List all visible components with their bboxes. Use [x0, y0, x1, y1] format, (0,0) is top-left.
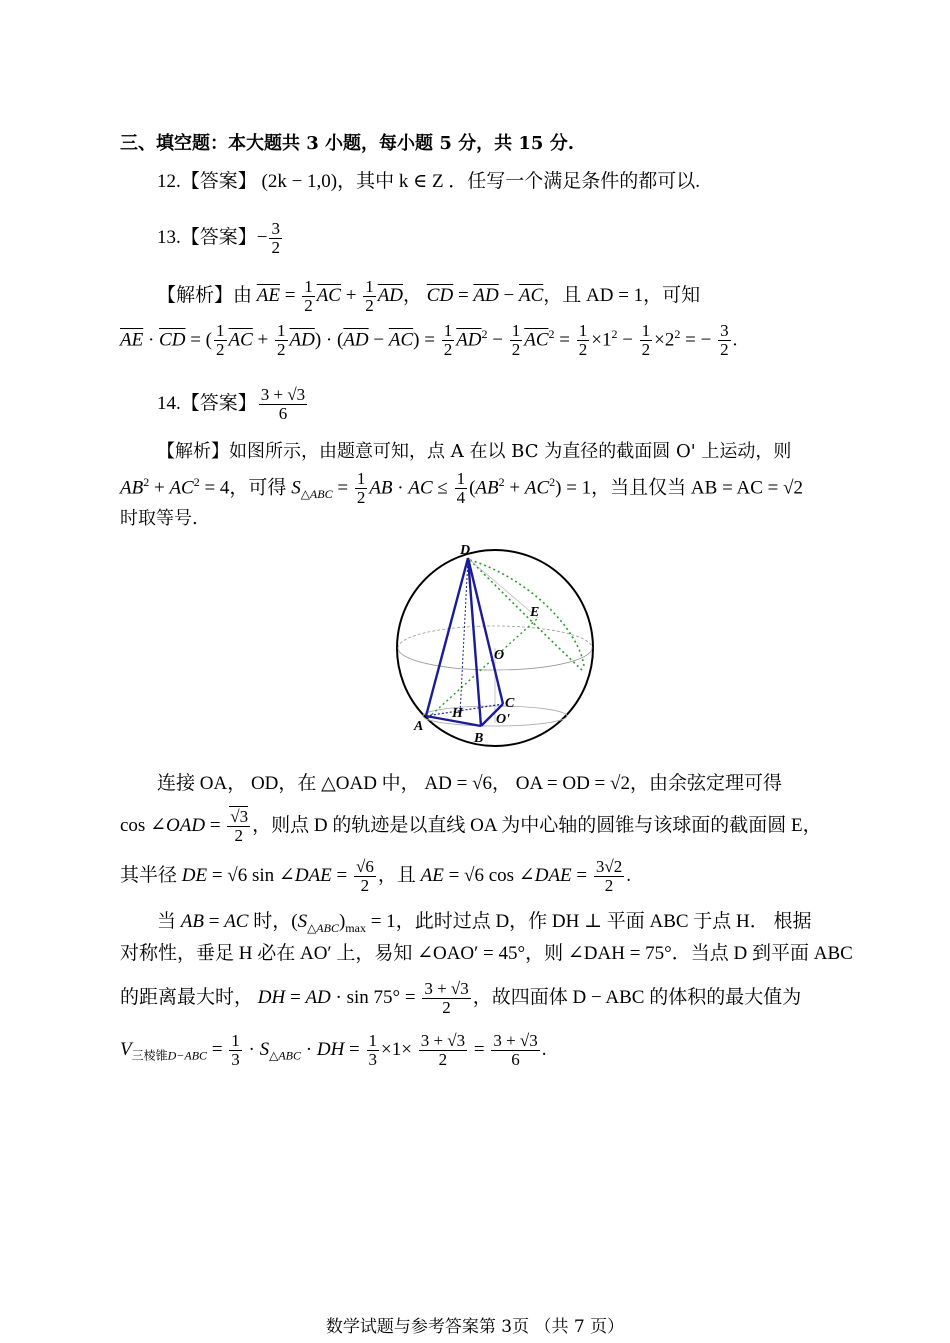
q13-label: 13.【答案】 — [157, 226, 257, 248]
equator-back — [398, 626, 592, 648]
q13-analysis-line2: $\overline{AE} \cdot \overline{CD}$ = ( $\frac{1}{2}$ $\overline{AC}$ + $\frac{1}{2}$ $\overline{AD}) \cdot (\overline{AD} - \overline{AC})$ = $\frac{1}{2}$ $\overline{AD}^2$ − $\frac{1}{2}$ $\overline{AC}^2$ = $\frac{1}{2}$ $\times 1^2$ − $\frac{1}{2}$ $\times 2^2$ = − $\frac{3}{2}$ . — [120, 321, 738, 360]
q13-sign: − — [256, 226, 268, 248]
para2-line2: cos ∠OAD = $\frac{√3}{2}$ ，则点 D 的轨迹是以直线 OA 为中心轴的圆锥与该球面的截面圆 E， — [120, 807, 822, 845]
para3-line1: 当 AB = AC 时，$(S_{\triangle ABC})_{max} = 1$，此时过点 D，作 DH ⊥ 平面 ABC 于点 H． 根据 — [157, 911, 812, 935]
circle-e-arc2 — [470, 560, 582, 670]
para3-line2: 对称性，垂足 H 必在 AO′ 上，易知 ∠OAO′ = 45°，则 ∠DAH = 75°．当点 D 到平面 ABC — [120, 943, 853, 964]
q12-answer-line — [157, 170, 700, 194]
q13-analysis-text: ，且 AD = 1，可知 — [543, 284, 701, 306]
section-heading: 三、填空题：本大题共 3 小题，每小题 5 分，共 15 分. — [120, 133, 574, 154]
para3-line3-tail: ，故四面体 D − ABC 的体积的最大值为 — [472, 986, 802, 1008]
q14-analysis-line3: 时取等号. — [120, 508, 198, 529]
q12-label: 12.【答案】 — [157, 171, 257, 192]
label-a: A — [414, 719, 424, 734]
label-e: E — [530, 605, 540, 620]
para2-line2-tail: ，则点 D 的轨迹是以直线 OA 为中心轴的圆锥与该球面的截面圆 E， — [252, 814, 822, 836]
label-c: C — [505, 696, 515, 711]
axis-oa — [428, 618, 538, 718]
q14-label: 14.【答案】 — [157, 392, 257, 414]
q13-analysis-label: 【解析】由 — [157, 284, 253, 306]
q14-line2-tail: ，当且仅当 AB = AC = √2 — [591, 477, 804, 499]
circle-e-arc1 — [470, 560, 584, 666]
q13-answer-fraction: $\frac{3}{2}$ — [271, 219, 280, 257]
q13-answer-line — [157, 220, 284, 257]
para3-line4: $V_{三棱锥D-ABC}$ = $\frac{1}{3}$ · $S_{\triangle ABC}$ · DH = $\frac{1}{3}$ ×1× $\frac{3 + √3}{2}$ = $\frac{3 + √3}{6}$ . — [120, 1031, 547, 1069]
q14-answer-fraction: $\frac{3 + √3}{6}$ — [260, 385, 306, 423]
label-d: D — [460, 543, 471, 558]
para2-line3-head: 其半径 — [120, 864, 178, 886]
q14-answer-line — [157, 386, 309, 423]
q12-tail: ，其中 k ∈ Z ．任写一个满足条件的都可以. — [337, 171, 701, 192]
para3-line3-head: 的距离最大时， — [120, 986, 254, 1008]
q12-answer: (2k − 1,0) — [261, 171, 338, 192]
para3-line1-tail: ，此时过点 D，作 DH ⊥ 平面 ABC 于点 H． 根据 — [395, 911, 812, 932]
para2-line3-mid: ，且 — [377, 864, 416, 886]
page-footer: 数学试题与参考答案第 3页 （共 7 页） — [325, 1317, 625, 1337]
edge-da — [426, 558, 468, 716]
sphere-tetrahedron-figure — [388, 538, 608, 750]
label-o: O — [494, 648, 505, 663]
label-b: B — [474, 731, 484, 746]
para3-line3: 的距离最大时， DH = AD · sin 75° = $\frac{3 + √3}{2}$ ，故四面体 D − ABC 的体积的最大值为 — [120, 979, 802, 1017]
q13-analysis-line1: 【解析】由 $\overline{AE}$ = $\frac{1}{2}$ $\overline{AC}$ + $\frac{1}{2}$ $\overline{AD}$， $\overline{CD} = \overline{AD} - \overline{AC}$，且 AD = 1，可知 — [157, 277, 701, 315]
para2-line1: 连接 OA， OD，在 △OAD 中， AD = √6， OA = OD = √2，由余弦定理可得 — [157, 773, 782, 794]
q14-analysis-line1: 【解析】如图所示，由题意可知，点 A 在以 BC 为直径的截面圆 O' 上运动，则 — [157, 441, 792, 462]
q14-analysis-line2: $AB^2 + AC^2 = 4$，可得 $S_{\triangle ABC}$ = $\frac{1}{2}$ AB · AC ≤ $\frac{1}{4}$ $(AB^2 + AC^2) = 1$，当且仅当 AB = AC = √2 — [120, 469, 804, 508]
label-o-prime: O' — [496, 712, 510, 727]
para2-line3: 其半径 DE = √6 sin ∠DAE = $\frac{√6}{2}$ ，且 AE = √6 cos ∠DAE = $\frac{3√2}{2}$ . — [120, 857, 631, 895]
label-h: H — [452, 706, 463, 721]
